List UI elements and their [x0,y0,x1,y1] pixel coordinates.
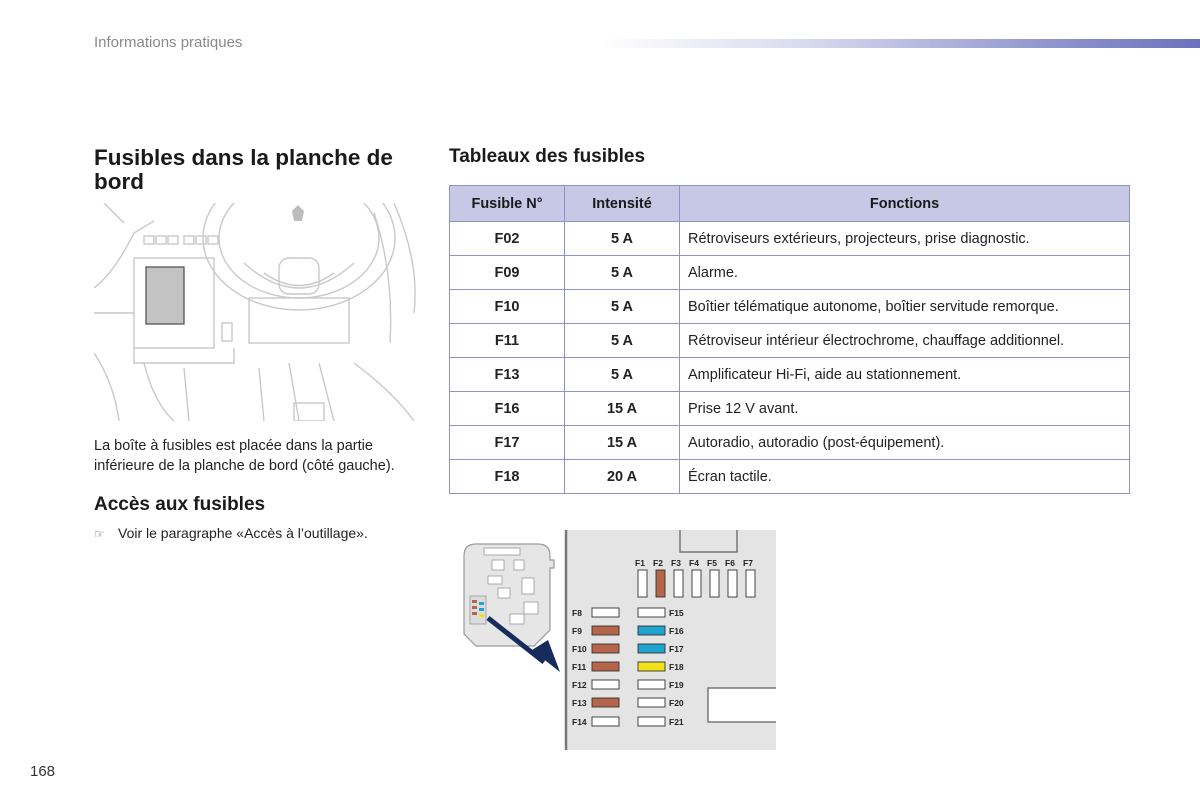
cell-amps: 15 A [565,426,680,460]
cell-fuse: F13 [450,358,565,392]
location-description [94,436,395,476]
table-row [450,324,1130,358]
fuse-f8 [592,608,619,617]
cell-function: Autoradio, autoradio (post-équipement). [680,426,1130,460]
fuse-label-f10: F10 [572,644,587,654]
fuse-label-f16: F16 [669,626,684,636]
fuse-label-f6: F6 [725,558,735,568]
fuse-f16 [638,626,665,635]
cell-amps: 5 A [565,256,680,290]
table-row [450,460,1130,494]
fuse-f12 [592,680,619,689]
cell-fuse: F11 [450,324,565,358]
cell-function: Amplificateur Hi-Fi, aide au stationnement. [680,358,1130,392]
access-title: Accès aux fusibles [94,494,266,515]
fuse-label-f14: F14 [572,717,587,727]
cell-fuse: F16 [450,392,565,426]
fuse-label-f5: F5 [707,558,717,568]
access-item [94,523,368,544]
cell-function: Boîtier télématique autonome, boîtier servitude remorque. [680,290,1130,324]
table-row [450,358,1130,392]
fuse-f10 [592,644,619,653]
fuse-label-f12: F12 [572,680,587,690]
fuse-f9 [592,626,619,635]
cell-fuse: F18 [450,460,565,494]
fuse-label-f4: F4 [689,558,699,568]
fuse-f13 [592,698,619,707]
table-row [450,392,1130,426]
fuse-table [449,185,1130,494]
cell-function: Rétroviseurs extérieurs, projecteurs, prise diagnostic. [680,222,1130,256]
header-functions: Fonctions [680,186,1130,222]
fuse-f4 [692,570,701,597]
fuse-label-f3: F3 [671,558,681,568]
cell-fuse: F17 [450,426,565,460]
cell-amps: 5 A [565,324,680,358]
cell-function: Prise 12 V avant. [680,392,1130,426]
fuse-label-f21: F21 [669,717,684,727]
access-text: Voir le paragraphe «Accès à l’outillage». [118,525,368,541]
cell-function: Alarme. [680,256,1130,290]
fuse-label-f11: F11 [572,662,587,672]
fuse-f5 [710,570,719,597]
fuse-label-f9: F9 [572,626,582,636]
fuse-f20 [638,698,665,707]
fuse-f18 [638,662,665,671]
header-fuse-number: Fusible N° [450,186,565,222]
cell-amps: 5 A [565,290,680,324]
table-row [450,426,1130,460]
table-row [450,290,1130,324]
cell-function: Rétroviseur intérieur électrochrome, chauffage additionnel. [680,324,1130,358]
fusebox-overview [464,544,554,646]
fuse-f2 [656,570,665,597]
fuse-f17 [638,644,665,653]
fuse-f19 [638,680,665,689]
fuse-f15 [638,608,665,617]
fuse-label-f18: F18 [669,662,684,672]
fuse-f7 [746,570,755,597]
cell-fuse: F09 [450,256,565,290]
cell-function: Écran tactile. [680,460,1130,494]
page-title: Fusibles dans la planche de bord [94,145,393,194]
location-description-line-1: La boîte à fusibles est placée dans la partie [94,438,373,454]
fusebox-diagram [462,530,776,750]
fuse-f21 [638,717,665,726]
fuse-label-f13: F13 [572,698,587,708]
cell-amps: 15 A [565,392,680,426]
cell-amps: 20 A [565,460,680,494]
location-description-line-2: inférieure de la planche de bord (côté gauche). [94,458,395,474]
cell-amps: 5 A [565,222,680,256]
fuse-label-f19: F19 [669,680,684,690]
fuse-f6 [728,570,737,597]
fuse-label-f8: F8 [572,608,582,618]
fuse-f3 [674,570,683,597]
fuse-f14 [592,717,619,726]
fuse-label-f20: F20 [669,698,684,708]
header-gradient-bar [600,39,1200,48]
table-header-row [450,186,1130,222]
header-intensity: Intensité [565,186,680,222]
fuse-f1 [638,570,647,597]
fuse-label-f7: F7 [743,558,753,568]
fuse-label-f17: F17 [669,644,684,654]
dashboard-illustration [94,203,420,421]
cell-fuse: F02 [450,222,565,256]
fuse-label-f1: F1 [635,558,645,568]
cell-fuse: F10 [450,290,565,324]
table-row [450,222,1130,256]
table-row [450,256,1130,290]
section-header: Informations pratiques [94,34,243,51]
table-title: Tableaux des fusibles [449,146,646,167]
page-number: 168 [30,763,56,780]
fuse-f11 [592,662,619,671]
cell-amps: 5 A [565,358,680,392]
fuse-label-f15: F15 [669,608,684,618]
pointer-bullet-icon: ☞ [94,527,105,541]
fuse-label-f2: F2 [653,558,663,568]
